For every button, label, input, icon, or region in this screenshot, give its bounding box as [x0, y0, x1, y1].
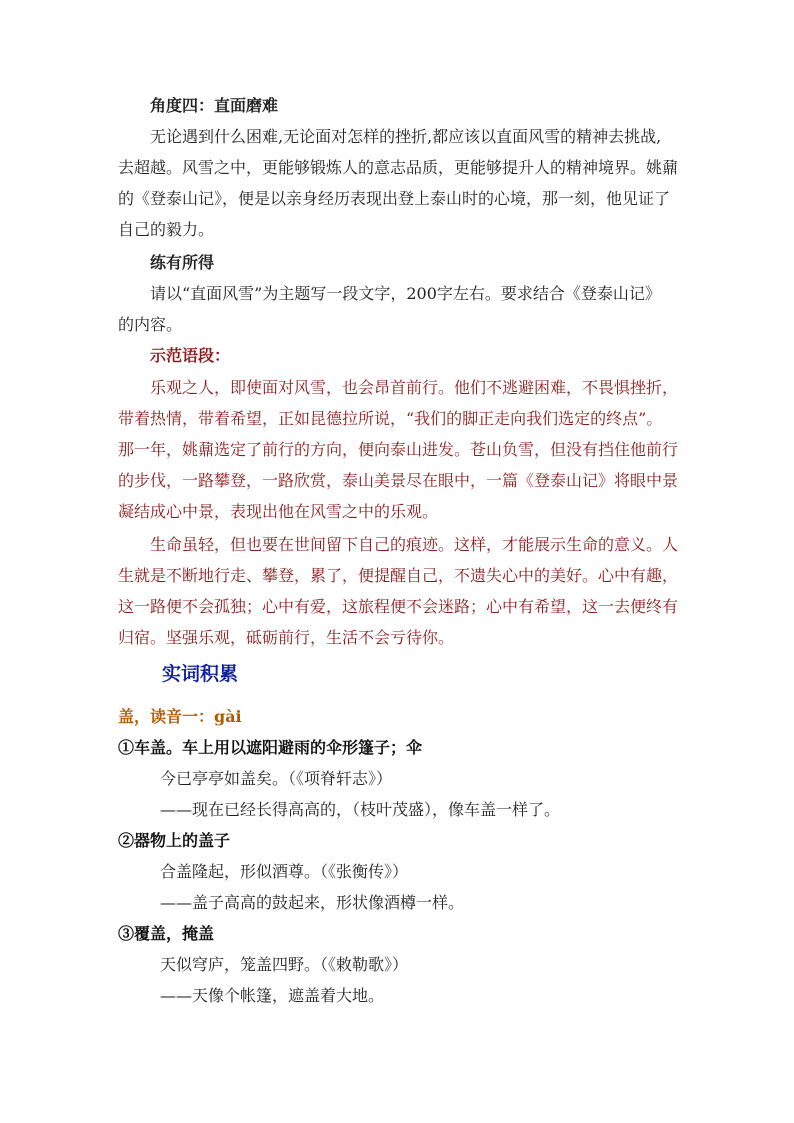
vocab-heading: 实词积累: [162, 663, 239, 685]
sample-line: 的步伐，一路攀登，一路欣赏，泰山美景尽在眼中，一篇《登泰山记》将眼中景: [118, 471, 679, 490]
sample-line: 那一年，姚鼐选定了前行的方向，便向泰山进发。苍山负雪，但没有挡住他前行: [118, 440, 679, 459]
paragraph-line: 自己的毅力。: [118, 220, 215, 239]
practice-prompt-line: 的内容。: [118, 315, 183, 334]
paragraph-line: 的《登泰山记》，便是以亲身经历表现出登上泰山时的心境，那一刻，他见证了: [118, 189, 671, 208]
practice-title: 练有所得: [150, 253, 215, 272]
definition: ③覆盖，掩盖: [118, 924, 215, 943]
definition: ①车盖。车上用以遮阳避雨的伞形篷子；伞: [118, 738, 423, 757]
translation: ——天像个帐篷，遮盖着大地。: [160, 986, 385, 1005]
sample-line: 乐观之人，即使面对风雪，也会昂首前行。他们不逃避困难，不畏惧挫折，: [150, 378, 679, 397]
paragraph-line: 去超越。风雪之中，更能够锻炼人的意志品质，更能够提升人的精神境界。姚鼐: [118, 158, 679, 177]
sample-line: 生命虽轻，但也要在世间留下自己的痕迹。这样，才能展示生命的意义。人: [150, 535, 679, 554]
word-reading: 盖，读音一：gài: [118, 707, 242, 726]
sample-line: 带着热情，带着希望，正如昆德拉所说，“我们的脚正走向我们选定的终点”。: [118, 409, 663, 428]
example-sentence: 合盖隆起，形似酒尊。（《张衡传》）: [160, 862, 409, 881]
paragraph-line: 无论遇到什么困难,无论面对怎样的挫折,都应该以直面风雪的精神去挑战,: [150, 127, 662, 146]
example-sentence: 今已亭亭如盖矣。（《项脊轩志》）: [160, 769, 393, 788]
sample-title: 示范语段：: [150, 346, 231, 365]
definition: ②器物上的盖子: [118, 831, 231, 850]
practice-prompt-line: 请以“直面风雪”为主题写一段文字，200字左右。要求结合《登泰山记》: [150, 284, 661, 303]
sample-line: 归宿。坚强乐观，砥砺前行，生活不会亏待你。: [118, 628, 455, 647]
sample-line: 生就是不断地行走、攀登，累了，便提醒自己，不遗失心中的美好。心中有趣，: [118, 566, 679, 585]
section-title: 角度四：直面磨难: [150, 96, 279, 115]
sample-line: 凝结成心中景，表现出他在风雪之中的乐观。: [118, 502, 439, 521]
sample-line: 这一路便不会孤独；心中有爱，这旅程便不会迷路；心中有希望，这一去便终有: [118, 597, 679, 616]
example-sentence: 天似穹庐，笼盖四野。（《敕勒歌》）: [160, 955, 409, 974]
translation: ——盖子高高的鼓起来，形状像酒樽一样。: [160, 893, 465, 912]
translation: ——现在已经长得高高的，（枝叶茂盛），像车盖一样了。: [160, 800, 561, 819]
